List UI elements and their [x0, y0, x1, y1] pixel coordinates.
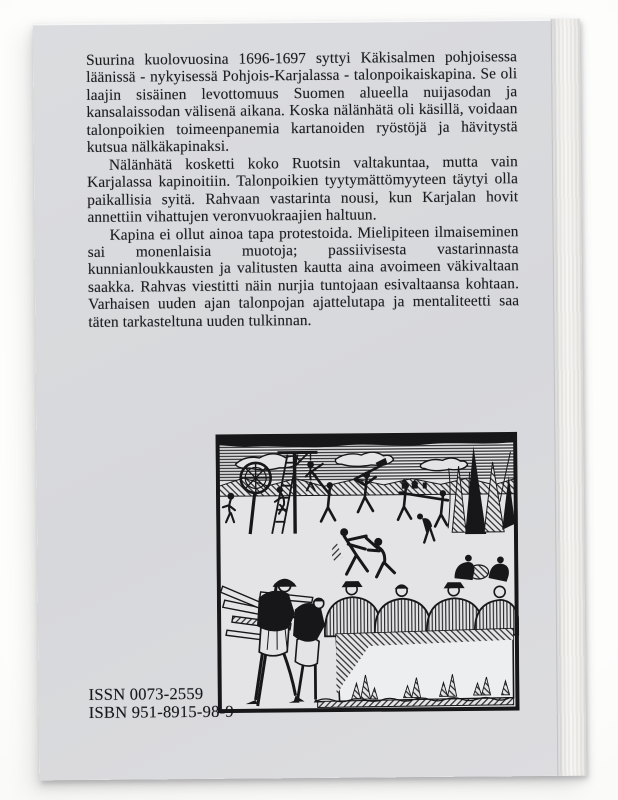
back-cover-blurb	[86, 48, 519, 331]
publication-codes	[88, 685, 233, 723]
book-page-fore-edge	[551, 19, 587, 776]
blurb-paragraph-3: Kapina ei ollut ainoa tapa protestoida. Mielipiteen ilmaiseminen sai monenlaisia muotoja; passiivisesta vastarinnasta kunnianloukkausten ja valitusten kautta aina avoimeen väkivaltaan saakka. Rahvas viestitti näin nurjia tuntojaan esivaltaansa kohtaan. Varhaisen uuden ajan talonpojan ajattelutapa ja mentaliteetti saa täten tarkasteltuna uuden tulkinnan.	[87, 222, 520, 331]
blurb-paragraph-2: Nälänhätä kosketti koko Ruotsin valtakuntaa, mutta vain Karjalassa kapinoitiin. Talonpoikien tyytymättömyyteen täytyi olla paikallisia syitä. Rahvaan vastarinta nousi, kun Karjalan hovit annettiin vihattujen veronvuokraajien haltuun.	[87, 152, 519, 227]
book-back-cover	[33, 19, 587, 781]
woodcut-illustration	[215, 431, 519, 714]
isbn-text: ISBN 951-8915-98-9	[88, 701, 234, 723]
blurb-paragraph-1: Suurina kuolovuosina 1696-1697 syttyi Käkisalmen pohjoisessa läänissä - nykyisessä Pohjois-Karjalassa - talonpoikaiskapina. Se oli laajin sisäinen levottomuus Suomen alueella nuijasodan ja kansalaissodan välisenä aikana. Koska nälänhätä oli käsillä, voidaan talonpoikien toimeenpanemia kartanoiden ryöstöjä ja hävitystä kutsua nälkäkapinaksi.	[85, 48, 518, 157]
issn-text: ISSN 0073-2559	[88, 683, 204, 704]
